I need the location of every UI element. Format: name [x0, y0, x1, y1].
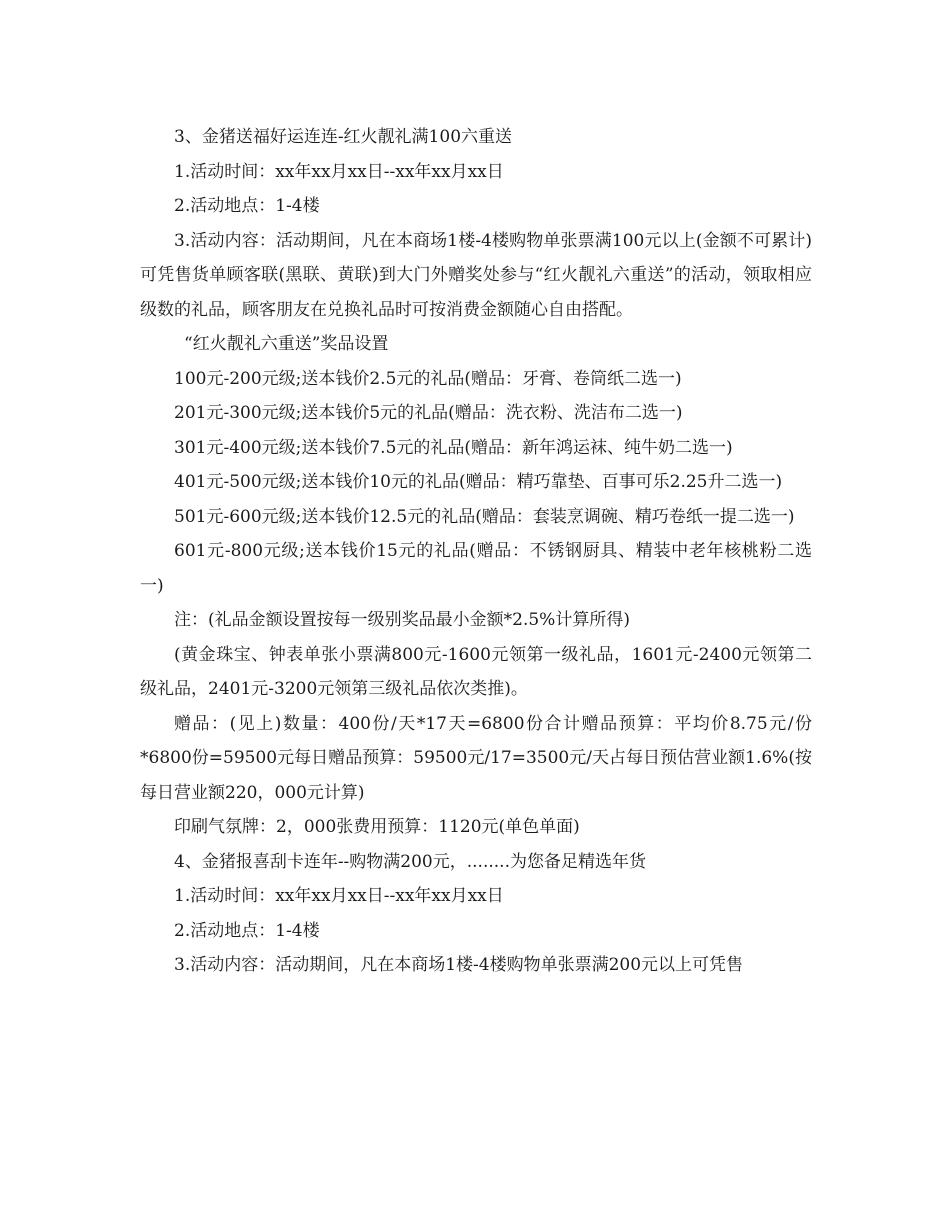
activity-time-paragraph: 1.活动时间：xx年xx月xx日--xx年xx月xx日	[174, 161, 504, 182]
printing-budget-paragraph: 印刷气氛牌：2，000张费用预算：1120元(单色单面)	[174, 817, 580, 837]
section-heading-3: 3、金猪送福好运连连-红火靓礼满100六重送	[174, 127, 513, 147]
activity-content-paragraph: 3.活动内容：活动期间，凡在本商场1楼-4楼购物单张票满100元以上(金额不可累计)可凭售货单顾客联(黑联、黄联)到大门外赠奖处参与“红火靓礼六重送”的活动，领取相应级数的礼品，顾客朋友在兑换礼品时可按消费金额随心自由搭配。	[140, 230, 812, 320]
activity-location-paragraph: 2.活动地点：1-4楼	[174, 196, 320, 216]
section-heading-4: 4、金猪报喜刮卡连年--购物满200元，........为您备足精选年货	[174, 851, 646, 872]
prize-tier-6: 601元-800元级;送本钱价15元的礼品(赠品：不锈钢厨具、精装中老年核桃粉二选一)	[140, 541, 812, 596]
prize-settings-heading: “红火靓礼六重送”奖品设置	[184, 334, 389, 354]
prize-tier-2: 201元-300元级;送本钱价5元的礼品(赠品：洗衣粉、洗洁布二选一)	[174, 403, 683, 423]
activity-time-paragraph-2: 1.活动时间：xx年xx月xx日--xx年xx月xx日	[174, 886, 504, 906]
gift-budget-paragraph: 赠品：(见上)数量：400份/天*17天=6800份合计赠品预算：平均价8.75元/份*6800份=59500元每日赠品预算：59500元/17=3500元/天占每日预估营业额1.6%(按每日营业额220，000元计算)	[140, 713, 812, 803]
prize-tier-4: 401元-500元级;送本钱价10元的礼品(赠品：精巧靠垫、百事可乐2.25升二选一)	[174, 472, 783, 492]
note-paragraph: 注：(礼品金额设置按每一级别奖品最小金额*2.5%计算所得)	[174, 610, 630, 630]
prize-tier-3: 301元-400元级;送本钱价7.5元的礼品(赠品：新年鸿运袜、纯牛奶二选一)	[174, 437, 733, 458]
activity-location-paragraph-2: 2.活动地点：1-4楼	[174, 920, 320, 941]
prize-tier-1: 100元-200元级;送本钱价2.5元的礼品(赠品：牙膏、卷筒纸二选一)	[174, 368, 682, 389]
activity-content-paragraph-2: 3.活动内容：活动期间，凡在本商场1楼-4楼购物单张票满200元以上可凭售	[174, 955, 744, 975]
jewelry-note-paragraph: (黄金珠宝、钟表单张小票满800元-1600元领第一级礼品，1601元-2400元领第二级礼品，2401元-3200元领第三级礼品依次类推)。	[140, 644, 812, 699]
prize-tier-5: 501元-600元级;送本钱价12.5元的礼品(赠品：套装烹调碗、精巧卷纸一提二选一)	[174, 506, 795, 527]
document-body	[140, 120, 812, 983]
